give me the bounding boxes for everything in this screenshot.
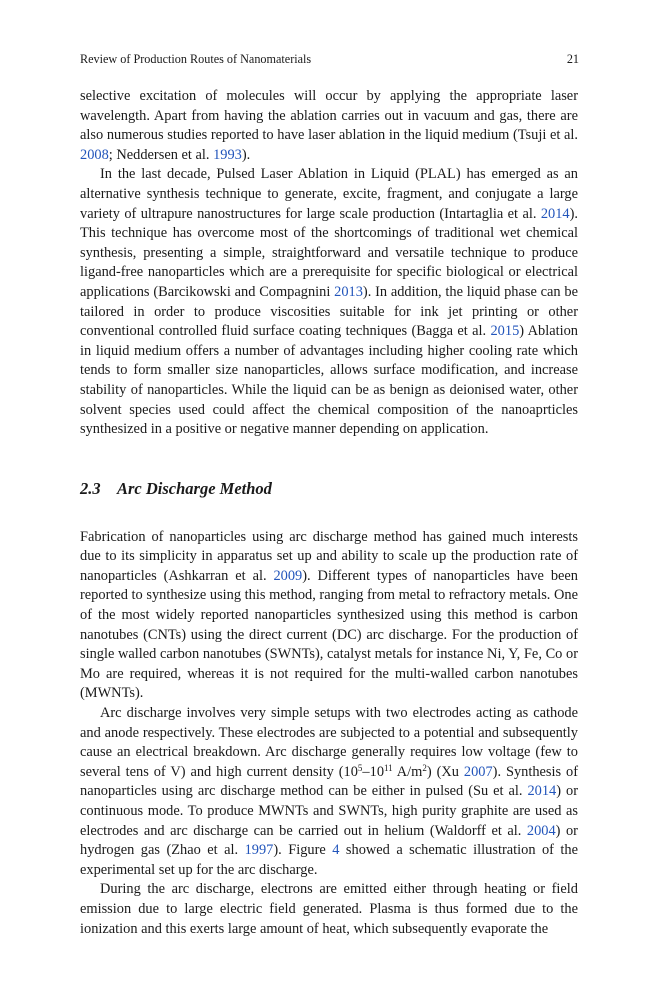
citation-link[interactable]: 2009 xyxy=(273,567,303,584)
running-header xyxy=(80,52,579,67)
paragraph-arc-setup xyxy=(80,704,578,880)
figure-reference-link[interactable]: 4 xyxy=(332,842,340,859)
paragraph-text: ) or hydrogen gas (Zhao et al. xyxy=(80,822,578,859)
superscript: 5 xyxy=(357,762,363,773)
paragraph-continued xyxy=(80,87,578,165)
paragraph-arc-intro xyxy=(80,528,578,704)
paragraph-text: ). Figure xyxy=(273,842,333,859)
citation-link[interactable]: 1997 xyxy=(244,842,274,859)
citation-link[interactable]: 2007 xyxy=(463,763,493,780)
citation-link[interactable]: 2004 xyxy=(526,822,556,839)
section-number: 2.3 xyxy=(80,478,101,498)
paragraph-text: –10 xyxy=(362,763,385,780)
page-body xyxy=(80,87,578,939)
paragraph-text: A/m xyxy=(392,763,423,780)
citation-link[interactable]: 2014 xyxy=(540,205,570,222)
page-number: 21 xyxy=(566,52,579,66)
paragraph-text: ). Different types of nanoparticles have been reported to synthesize using this method, ranging from metal to refractory metals. One of the most widely reported nanoparticles synthesized using this method is carbon nanotubes (CNTs) using the direct current (DC) arc discharge. For the production of single walled carbon nanotubes (SWNTs), catalyst metals for instance Ni, Y, Fe, Co or Mo are required, whereas it is not required for the multi-walled carbon nanotubes (MWNTs). xyxy=(80,567,578,702)
paragraph-arc-plasma xyxy=(80,880,578,939)
citation-link[interactable]: 2014 xyxy=(527,783,557,800)
section-heading xyxy=(80,479,578,499)
paragraph-text: ; Neddersen et al. xyxy=(108,146,214,163)
superscript: 11 xyxy=(384,762,393,773)
citation-link[interactable]: 1993 xyxy=(213,146,242,163)
paragraph-text: ). Synthesis of nanoparticles using arc discharge method can be either in pulsed (Su et al. xyxy=(80,763,579,800)
paragraph-text: ). In addition, the liquid phase can be tailored in order to produce viscosities suitable for ink jet printing or other conventional controlled fluid surface coating techniques (Bagga et al. xyxy=(80,283,578,340)
citation-link[interactable]: 2013 xyxy=(334,283,363,300)
paragraph-text: ) Ablation in liquid medium offers a number of advantages including higher cooling rate which tends to form smaller size nanoparticles, allows surface modification, and increase stability of nanoparticles. While the liquid can be as benign as deionised water, other solvent species used could affect the chemical composition of the nanoaprticles synthesized in a positive or negative manner depending on application. xyxy=(80,323,578,438)
paragraph-text: ) (Xu xyxy=(426,763,464,780)
citation-link[interactable]: 2008 xyxy=(80,146,109,163)
superscript: 2 xyxy=(422,762,427,773)
paragraph-text: In the last decade, Pulsed Laser Ablation in Liquid (PLAL) has emerged as an alternative synthesis technique to generate, excite, fragment, and conjugate a large variety of ultrapure nanostructures for large scale production (Intartaglia et al. xyxy=(80,166,578,222)
paragraph-text: ). This technique has overcome most of the shortcomings of traditional wet chemical synthesis, presenting a simple, straightforward and versatile technique to produce ligand-free nanoparticles which are a prerequisite for specific biological or electrical applications (Barcikowski and Compagnini xyxy=(80,205,578,300)
paragraph-text: ). xyxy=(241,146,251,163)
paragraph-text: Arc discharge involves very simple setups with two electrodes acting as cathode and anode respectively. These electrodes are subjected to a potential and subsequently cause an electrical breakdown. Arc discharge generally requires low voltage (few to several tens of V) and high current density (10 xyxy=(80,705,578,780)
paragraph-plal xyxy=(80,165,578,439)
section-title: Arc Discharge Method xyxy=(117,478,272,498)
paragraph-text: selective excitation of molecules will occur by applying the appropriate laser wavelength. Apart from having the ablation carries out in vacuum and gas, there are also numerous studies reported to have laser ablation in the liquid medium (Tsuji et al. xyxy=(80,88,578,144)
paragraph-text: Fabrication of nanoparticles using arc discharge method has gained much interests due to its simplicity in apparatus set up and ability to scale up the production rate of nanoparticles (Ashkarran et al. xyxy=(80,528,578,584)
paragraph-text: During the arc discharge, electrons are emitted either through heating or field emission due to large electric field generated. Plasma is thus formed due to the ionization and this exerts large amount of heat, which subsequently evaporate the xyxy=(80,881,578,937)
citation-link[interactable]: 2015 xyxy=(490,323,520,340)
paragraph-text: ) or continuous mode. To produce MWNTs and SWNTs, high purity graphite are used as electrodes and arc discharge can be carried out in helium (Waldorff et al. xyxy=(80,783,578,839)
paragraph-text: showed a schematic illustration of the experimental set up for the arc discharge. xyxy=(80,842,578,878)
running-title: Review of Production Routes of Nanomaterials xyxy=(80,52,312,66)
